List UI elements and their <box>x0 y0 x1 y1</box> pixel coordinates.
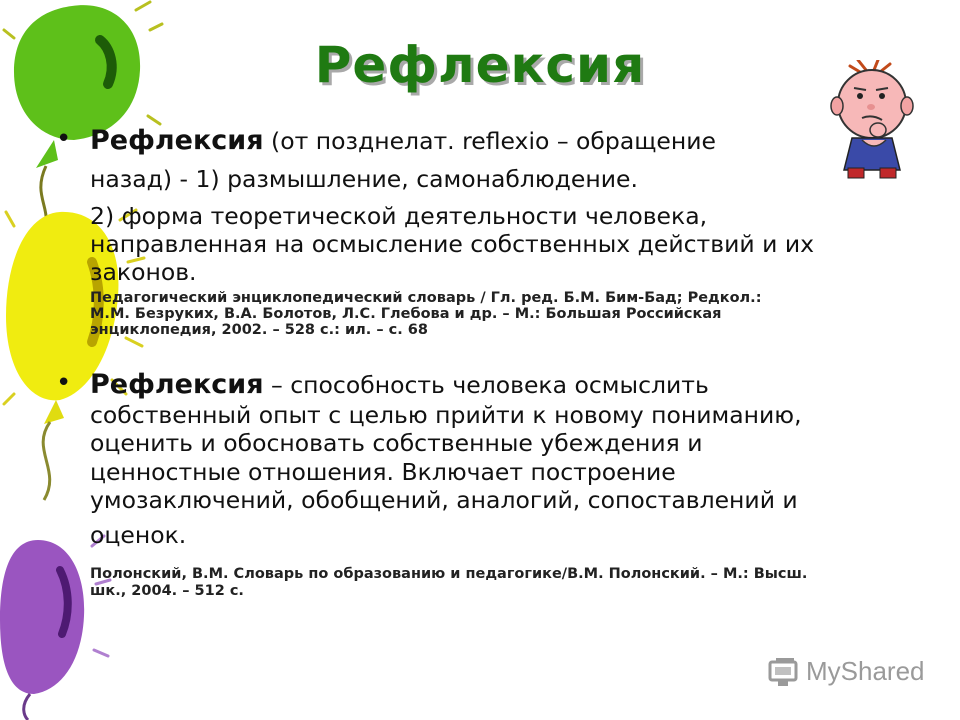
bullet-1-line-2: назад) - 1) размышление, самонаблюдение. <box>90 165 638 193</box>
bullet-2-line-4: ценностные отношения. Включает построение <box>90 458 676 486</box>
bullet-1 <box>56 124 900 286</box>
bullet-2-term: Рефлексия <box>90 369 264 400</box>
bullet-2-line-1 <box>90 370 900 400</box>
bullet-2-line-5: умозаключений, обобщений, аналогий, сопоставлений и <box>90 486 798 514</box>
reference-1-line-1: Педагогический энциклопедический словарь / Гл. ред. Б.М. Бим-Бад; Редкол.: <box>90 290 762 306</box>
bullet-1-line-1-text: (от позднелат. reflexio – обращение <box>263 127 716 155</box>
bullet-1-line-1 <box>90 126 900 156</box>
bullet-1-line-5: законов. <box>90 258 197 286</box>
bullet-2-line-3: оценить и обосновать собственные убеждения и <box>90 429 703 457</box>
reference-1-line-2: М.М. Безруких, В.А. Болотов, Л.С. Глебова и др. – М.: Большая Российская <box>90 306 722 322</box>
slide-title: Рефлексия <box>314 36 646 94</box>
reference-2-line-1: Полонский, В.М. Словарь по образованию и педагогике/В.М. Полонский. – М.: Высш. <box>90 566 808 582</box>
myshared-logo-icon <box>768 656 802 688</box>
reference-1-line-3: энциклопедия, 2002. – 528 с.: ил. – с. 68 <box>90 322 428 338</box>
bullet-1-line-3: 2) форма теоретической деятельности человека, <box>90 202 708 230</box>
myshared-watermark[interactable] <box>768 652 928 692</box>
bullet-1-term: Рефлексия <box>90 125 264 156</box>
reference-2-line-2: шк., 2004. – 512 с. <box>90 583 244 599</box>
bullet-2 <box>56 368 900 558</box>
purple-balloon-icon <box>0 536 110 720</box>
myshared-text: MyShared <box>806 656 925 686</box>
bullet-2-line-2: собственный опыт с целью прийти к новому пониманию, <box>90 401 802 429</box>
bullet-2-dot: • <box>56 368 72 398</box>
bullet-1-line-4: направленная на осмысление собственных действий и их <box>90 230 815 258</box>
bullet-2-line-6: оценок. <box>90 521 187 549</box>
bullet-2-line-1-text: – способность человека осмыслить <box>263 371 709 399</box>
bullet-1-dot: • <box>56 124 72 154</box>
